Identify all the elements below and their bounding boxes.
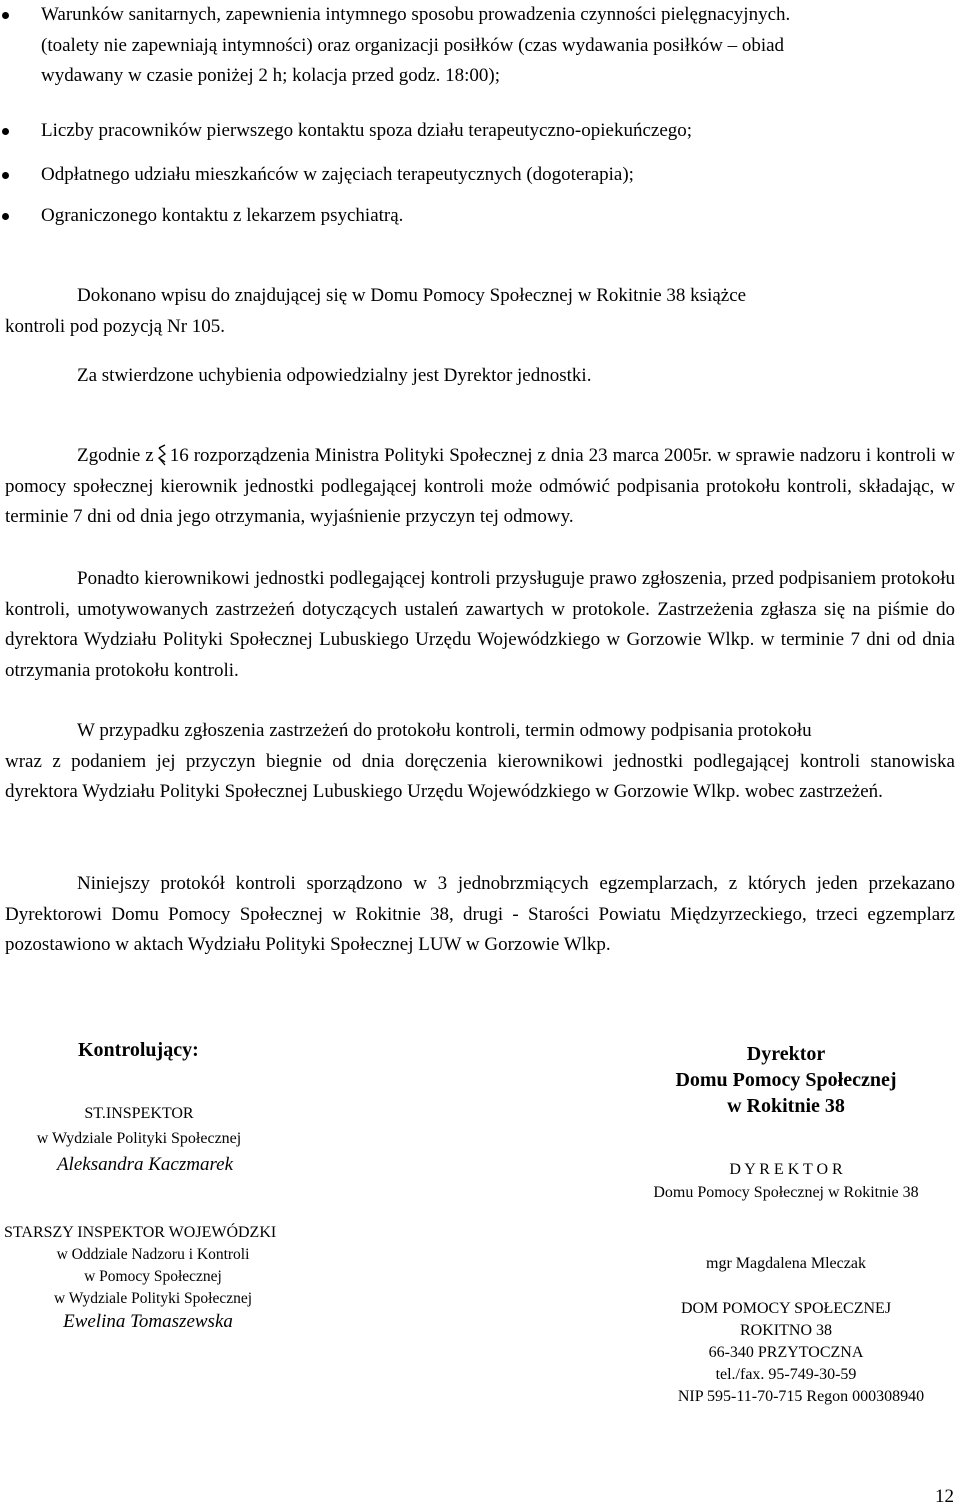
paragraph-regulation: Zgodnie z 16 rozporządzenia Ministra Polityki Społecznej z dnia 23 marca 2005r. w sprawie nadzoru i kontroli w pomocy społecznej kierownik jednostki podlegającej kontroli może odmówić podpisania protokołu kontroli, składając, w terminie 7 dni od dnia jego otrzymania, wyjaśnienie przyczyn tej odmowy. xyxy=(5,441,955,533)
inspector1-name: Aleksandra Kaczmarek xyxy=(56,1154,234,1175)
paragraph-copies: Niniejszy protokół kontroli sporządzono w 3 jednobrzmiących egzemplarzach, z których jeden przekazano Dyrektorowi Domu Pomocy Społecznej w Rokitnie 38, drugi - Starości Powiatu Międzyrzeckiego, trzeci egzemplarz pozostawiono w aktach Wydziału Polityki Społecznej LUW w Gorzowie Wlkp. xyxy=(5,873,955,955)
inspectors-heading: Kontrolujący: xyxy=(78,1039,199,1061)
inspector2-name: Ewelina Tomaszewska xyxy=(63,1311,233,1332)
address-line1: DOM POMOCY SPOŁECZNEJ xyxy=(680,1300,892,1317)
bullet-text: Odpłatnego udziału mieszkańców w zajęciach terapeutycznych (dogoterapia); xyxy=(41,164,634,185)
bullet-icon xyxy=(2,128,9,135)
stamp-organization: Domu Pomocy Społecznej w Rokitnie 38 xyxy=(653,1184,919,1201)
director-heading-line1: Dyrektor xyxy=(746,1043,826,1065)
director-heading-line3: w Rokitnie 38 xyxy=(727,1095,845,1117)
bullet-text: Ograniczonego kontaktu z lekarzem psychiatrą. xyxy=(41,205,404,226)
inspector1-dept: w Wydziale Polityki Społecznej xyxy=(36,1130,242,1147)
paragraph-responsibility: Za stwierdzone uchybienia odpowiedzialny jest Dyrektor jednostki. xyxy=(77,365,592,386)
bullet-text: Liczby pracowników pierwszego kontaktu spoza działu terapeutyczno-opiekuńczego; xyxy=(41,120,693,141)
address-line3: 66-340 PRZYTOCZNA xyxy=(708,1344,864,1361)
bullet-icon xyxy=(2,172,9,179)
inspector2-line1: w Oddziale Nadzoru i Kontroli xyxy=(56,1246,250,1263)
director-heading-line2: Domu Pomocy Społecznej xyxy=(675,1069,897,1091)
director-name: mgr Magdalena Mleczak xyxy=(706,1255,866,1272)
bullet-icon xyxy=(2,213,9,220)
bullet-text: Warunków sanitarnych, zapewnienia intymnego sposobu prowadzenia czynności pielęgnacyjnych. (toalety nie zapewniają intymności) oraz organizacji posiłków (czas wydawania posiłków – obiad wydawany w czasie poniżej 2 h; kolacja przed godz. 18:00); xyxy=(41,4,791,86)
paragraph-objections: Ponadto kierownikowi jednostki podlegającej kontroli przysługuje prawo zgłoszenia, przed podpisaniem protokołu kontroli, umotywowanych zastrzeżeń dotyczących ustaleń zawartych w protokole. Zastrzeżenia zgłasza się na piśmie do dyrektora Wydziału Polityki Społecznej Lubuskiego Urzędu Wojewódzkiego w Gorzowie Wlkp. w terminie 7 dni od dnia otrzymania protokołu kontroli. xyxy=(5,568,955,681)
paragraph-refusal-term: W przypadku zgłoszenia zastrzeżeń do protokołu kontroli, termin odmowy podpisania protokołu wraz z podaniem jej przyczyn biegnie od dnia doręczenia kierownikowi jednostki podlegającej kontroli stanowiska dyrektora Wydziału Polityki Społecznej Lubuskiego Urzędu Wojewódzkiego w Gorzowie Wlkp. wobec zastrzeżeń. xyxy=(5,720,955,802)
inspector1-title: ST.INSPEKTOR xyxy=(84,1105,194,1122)
inspector2-line2: w Pomocy Społecznej xyxy=(84,1268,222,1285)
paragraph-logbook-entry: Dokonano wpisu do znajdującej się w Domu Pomocy Społecznej w Rokitnie 38 książce kontroli pod pozycją Nr 105. xyxy=(5,285,747,337)
address-line4: tel./fax. 95-749-30-59 xyxy=(715,1366,857,1383)
inspector2-title: STARSZY INSPEKTOR WOJEWÓDZKI xyxy=(4,1224,277,1241)
address-line5: NIP 595-11-70-715 Regon 000308940 xyxy=(677,1388,925,1405)
address-line2: ROKITNO 38 xyxy=(740,1322,832,1339)
page-number: 12 xyxy=(935,1486,954,1507)
stamp-title: D Y R E K T O R xyxy=(729,1161,843,1178)
bullet-icon xyxy=(2,12,9,19)
paragraph-sign-icon xyxy=(156,442,168,468)
inspector2-line3: w Wydziale Polityki Społecznej xyxy=(53,1290,253,1307)
